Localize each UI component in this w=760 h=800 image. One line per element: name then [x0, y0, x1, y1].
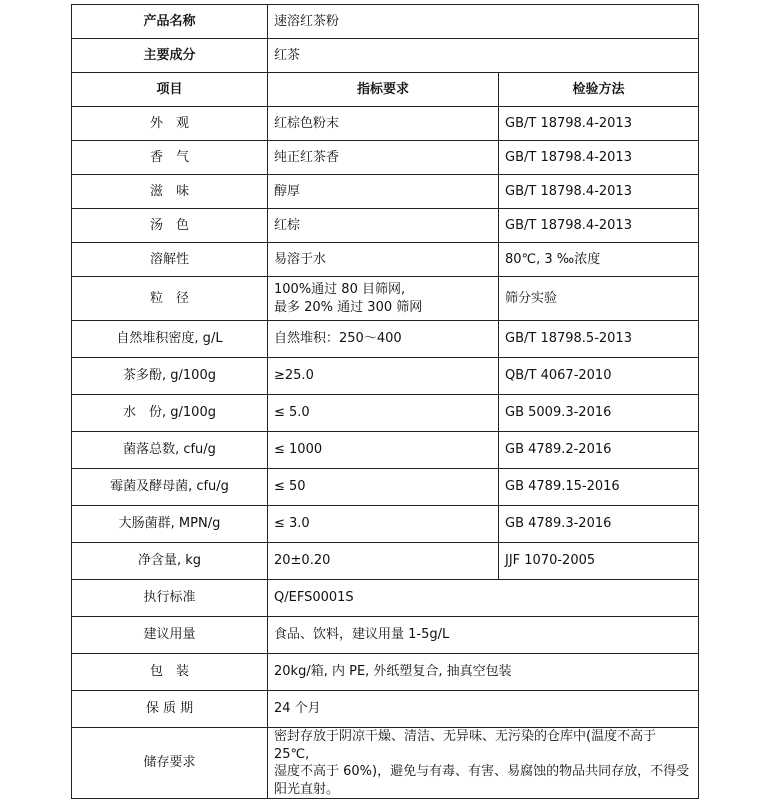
row-item: 菌落总数, cfu/g [72, 432, 268, 469]
row-requirement: ≤ 5.0 [268, 395, 499, 432]
row-requirement: ≥25.0 [268, 358, 499, 395]
row-method: GB/T 18798.4-2013 [499, 209, 699, 243]
row-item: 滋 味 [72, 175, 268, 209]
table-row [72, 469, 699, 506]
storage-line: 阳光直射。 [274, 781, 340, 797]
row-requirement [268, 277, 499, 321]
table-row [72, 506, 699, 543]
row-method: GB/T 18798.4-2013 [499, 107, 699, 141]
requirement-line: 最多 20% 通过 300 筛网 [274, 299, 423, 315]
storage-line: 湿度不高于 60%)，避免与有毒、有害、易腐蚀的物品共同存放，不得受 [274, 764, 690, 780]
dosage-row [72, 617, 699, 654]
row-item: 溶解性 [72, 243, 268, 277]
shelf-life-label: 保 质 期 [72, 691, 268, 728]
table-row [72, 277, 699, 321]
dosage-value: 食品、饮料，建议用量 1-5g/L [268, 617, 699, 654]
dosage-label: 建议用量 [72, 617, 268, 654]
table-row [72, 543, 699, 580]
table-row [72, 358, 699, 395]
header-method: 检验方法 [499, 73, 699, 107]
row-requirement: ≤ 50 [268, 469, 499, 506]
row-requirement: 纯正红茶香 [268, 141, 499, 175]
table-row [72, 175, 699, 209]
row-requirement: 易溶于水 [268, 243, 499, 277]
storage-value [268, 728, 699, 799]
table-row [72, 432, 699, 469]
spec-table [71, 4, 699, 799]
row-item: 自然堆积密度, g/L [72, 321, 268, 358]
row-item: 外 观 [72, 107, 268, 141]
packaging-label: 包 装 [72, 654, 268, 691]
product-name-row [72, 5, 699, 39]
row-item: 净含量, kg [72, 543, 268, 580]
header-requirement: 指标要求 [268, 73, 499, 107]
row-method: GB 5009.3-2016 [499, 395, 699, 432]
row-method: GB 4789.3-2016 [499, 506, 699, 543]
requirement-line: 100%通过 80 目筛网, [274, 281, 406, 297]
packaging-row [72, 654, 699, 691]
row-item: 大肠菌群, MPN/g [72, 506, 268, 543]
main-ingredient-value: 红茶 [268, 39, 699, 73]
row-method: GB 4789.2-2016 [499, 432, 699, 469]
row-item: 香 气 [72, 141, 268, 175]
standard-value: Q/EFS0001S [268, 580, 699, 617]
column-header-row [72, 73, 699, 107]
table-row [72, 321, 699, 358]
packaging-value: 20kg/箱, 内 PE, 外纸塑复合, 抽真空包装 [268, 654, 699, 691]
row-requirement: ≤ 1000 [268, 432, 499, 469]
row-method: JJF 1070-2005 [499, 543, 699, 580]
table-row [72, 141, 699, 175]
shelf-life-value: 24 个月 [268, 691, 699, 728]
row-method: GB/T 18798.4-2013 [499, 141, 699, 175]
header-item: 项目 [72, 73, 268, 107]
row-requirement: 20±0.20 [268, 543, 499, 580]
row-item: 霉菌及酵母菌, cfu/g [72, 469, 268, 506]
standard-row [72, 580, 699, 617]
row-item: 粒 径 [72, 277, 268, 321]
row-requirement: 红棕 [268, 209, 499, 243]
row-requirement: ≤ 3.0 [268, 506, 499, 543]
table-row [72, 243, 699, 277]
product-name-label: 产品名称 [72, 5, 268, 39]
storage-line: 密封存放于阴凉干燥、清洁、无异味、无污染的仓库中(温度不高于 25℃, [274, 729, 657, 762]
row-method: QB/T 4067-2010 [499, 358, 699, 395]
standard-label: 执行标准 [72, 580, 268, 617]
storage-label: 储存要求 [72, 728, 268, 799]
main-ingredient-label: 主要成分 [72, 39, 268, 73]
row-requirement: 红棕色粉末 [268, 107, 499, 141]
shelf-life-row [72, 691, 699, 728]
row-item: 茶多酚, g/100g [72, 358, 268, 395]
row-method: GB/T 18798.4-2013 [499, 175, 699, 209]
table-row [72, 209, 699, 243]
row-requirement: 醇厚 [268, 175, 499, 209]
storage-row [72, 728, 699, 799]
table-row [72, 395, 699, 432]
row-requirement: 自然堆积：250～400 [268, 321, 499, 358]
table-row [72, 107, 699, 141]
row-method: GB 4789.15-2016 [499, 469, 699, 506]
row-method: GB/T 18798.5-2013 [499, 321, 699, 358]
row-item: 水 份, g/100g [72, 395, 268, 432]
row-method: 筛分实验 [499, 277, 699, 321]
product-name-value: 速溶红茶粉 [268, 5, 699, 39]
main-ingredient-row [72, 39, 699, 73]
row-item: 汤 色 [72, 209, 268, 243]
row-method: 80℃, 3 ‰浓度 [499, 243, 699, 277]
